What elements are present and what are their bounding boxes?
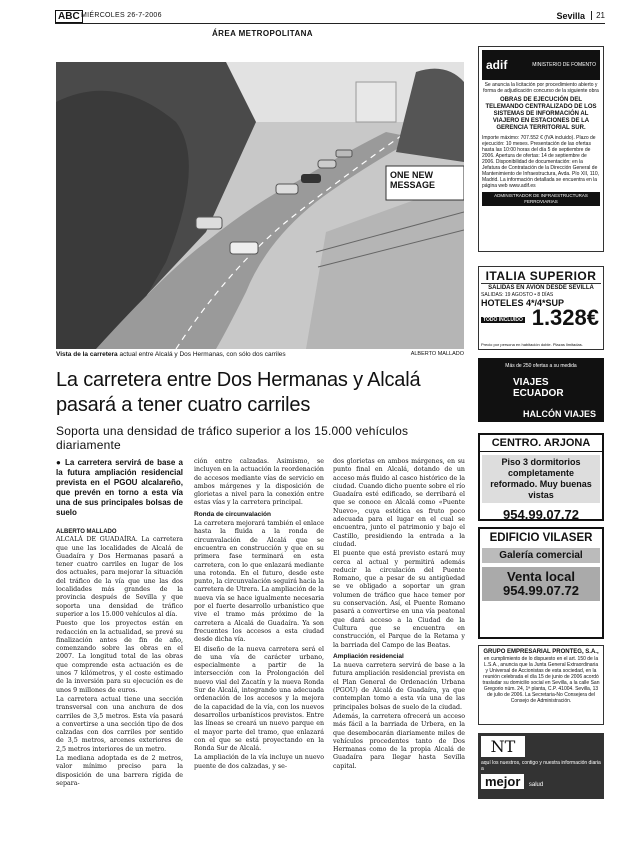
paragraph: Puesto que los proyectos están en redacción en la actualidad, se prevé su finalización antes de fin de año, comenzando sobre las obras en el 2007. La longitud total de las obras que comprende esta actuación es de unos 7 kilómetros, y el coste estimado de la inversión para su ejecución es de unos 9 millones de euros. [56, 620, 183, 694]
paragraph: La ampliación de la vía incluye un nuevo puente de dos calzadas, y se- [194, 754, 324, 770]
section-name: Sevilla [556, 11, 585, 21]
page-header [55, 10, 605, 24]
italia-dates: SALIDAS: 19 AGOSTO • 8 DÍAS [481, 292, 554, 298]
section-kicker: ÁREA METROPOLITANA [212, 29, 313, 38]
photo-caption [56, 351, 464, 358]
italia-small: Precio por persona en habitación doble. Plazas limitadas. [481, 342, 583, 347]
article-column-1 [56, 458, 183, 789]
arjona-body: Piso 3 dormitorios completamente reformado. Muy buenas vistas [482, 455, 600, 503]
nt-ad [478, 733, 604, 799]
adif-ad [478, 46, 604, 252]
vilaser-ad [478, 527, 604, 639]
ecuador-top: Más de 250 ofertas a su medida [505, 363, 577, 369]
paragraph: ción entre calzadas. Asimismo, se incluyen en la actuación la reordenación de accesos mediante vías de servicio en ambos márgenes y la disposición de glorietas a nivel para la conexión entre estas vías y la carretera principal. [194, 458, 324, 507]
page-number: 21 [591, 11, 605, 20]
adif-footer: ADMINISTRADOR DE INFRAESTRUCTURAS FERROVIARIAS [482, 192, 600, 206]
italia-included: TODO INCLUIDO [483, 317, 523, 323]
vilaser-title: EDIFICIO VILASER [489, 532, 593, 544]
adif-intro: Se anuncia la licitación por procedimiento abierto y forma de adjudicación concurso de la siguiente obra [483, 82, 599, 94]
adif-title: OBRAS DE EJECUCIÓN DEL TELEMANDO CENTRALIZADO DE LOS SISTEMAS DE INFORMACIÓN AL VIAJERO EN ESTACIONES DE LA GERENCIA TERRITORIAL SUR. [485, 97, 597, 131]
nt-logo: NT [481, 736, 525, 757]
paragraph: dos glorietas en ambos márgenes, en su punto final en Alcalá, dotando de un acceso más fluido al casco histórico de la ciudad. Cuando dicho puente sobre el río Guadaíra esté edificado, se derribará el que se conoce en Alcalá como «Puente Nuevo», cuya estética es fruto poco adecuada para el lugar en el cual se encuentra, junto el patrimonio y bajo el Castillo, presidiendo la entrada a la ciudad. [333, 458, 465, 548]
arjona-ad [478, 433, 604, 521]
paragraph: ALCALÁ DE GUADAÍRA. La carretera que une las localidades de Alcalá de Guadaíra y Dos Hermanas pasará a tener cuatro carriles en lugar de los dos actuales, para mejorar la situación del tráfico de la vía que une las dos localidades más grandes de la provincia después de Sevilla y que soporta una densidad de tráfico superior a los 15.000 vehículos al día. [56, 536, 183, 618]
nt-mejor: mejor [481, 774, 524, 789]
italia-price: 1.328€ [531, 305, 599, 330]
paragraph: El puente que está previsto estará muy cerca al actual y permitirá además reducir la circulación del Puente Romano, que a pesar de su antigüedad se ve obligado a soportar un gran volumen de tráfico que hace temer por su conservación. Así, el Puente Romano pasará a convertirse en una vía peatonal que dará acceso a la Ciudad de la Cultura que se encuentra en construcción, el Parque de la Retama y la barriada del Campo de las Beatas. [333, 550, 465, 649]
vilaser-sale-label: Venta local [507, 569, 575, 584]
paragraph: La mediana adoptada es de 2 metros, valor mínimo preciso para la disposición de una barrera rígida de separa- [56, 755, 183, 787]
photo-sign: ONE NEW MESSAGE [390, 170, 436, 190]
halcon-name: HALCÓN VIAJES [523, 409, 597, 419]
ecuador-name: VIAJES ECUADOR [513, 377, 564, 399]
issue-date: MIÉRCOLES 26-7-2006 [81, 12, 162, 19]
adif-body: Importe máximo: 707.552 € (IVA incluido). Plazo de ejecución: 10 meses. Presentación de las ofertas hasta las 10:00 horas del día 5 de septiembre de 2006. Apertura de ofertas: 14 de septiembre de 2006. Disponibilidad de documentación: en la Jefatura de Contratación de la Dirección General de Mantenimiento de Infraestructura, Avda. Pío XII, 110, Madrid. La información detallada se encuentra en la página web www.adif.es [482, 135, 600, 189]
article-column-3 [333, 458, 465, 772]
caption-bold: Vista de la carretera [56, 351, 118, 358]
lead-text: ● La carretera servirá de base a la futura ampliación residencial prevista en el PGOU alcalareño, que prevén en torno a esta vía una de sus principales bolsas de suelo [56, 458, 183, 517]
ministry-label: MINISTERIO DE FOMENTO [532, 62, 596, 68]
arjona-title: CENTRO. ARJONA [480, 435, 602, 452]
paragraph: Además, la carretera ofrecerá un acceso más fácil a la barriada de Urbera, en la que desembocarán diariamente miles de vehículos procedentes tanto de Dos Hermanas como de la propia Alcalá de Guadaíra para llegar hasta Sevilla capital. [333, 712, 465, 770]
vilaser-sale [482, 567, 600, 601]
nt-sub: salud [528, 782, 544, 788]
road-photo [56, 62, 464, 349]
adif-logo [482, 50, 600, 80]
arjona-phone: 954.99.07.72 [503, 507, 579, 522]
photo-credit: ALBERTO MALLADO [410, 351, 464, 357]
adif-logo-text: adif [486, 58, 508, 72]
paragraph: La nueva carretera servirá de base a la futura ampliación residencial prevista en el Plan General de Ordenación Urbana (PGOU) de Alcalá de Guadaíra, ya que contemplan tomo a esta vía una de las principales bolsas de suelo de la ciudad. [333, 662, 465, 711]
vilaser-gallery: Galería comercial [482, 548, 600, 563]
subheadline: Soporta una densidad de tráfico superior a los 15.000 vehículos diariamente [56, 424, 409, 452]
italia-hotels: HOTELES 4*/4*SUP [481, 298, 565, 308]
brand-logo: ABC [55, 10, 83, 23]
article-lead [56, 458, 183, 518]
italia-title: ITALIA SUPERIOR [481, 269, 601, 284]
subheading: Ronda de circunvalación [194, 510, 271, 518]
vilaser-phone: 954.99.07.72 [503, 583, 579, 598]
road-illustration [56, 62, 464, 349]
paragraph: La carretera actual tiene una sección transversal con una anchura de dos carriles de 3,5 metros. Esta vía pasará a convertirse a una sección tipo de dos calzadas con dos carriles por sentido de 3,5 metros, arcenes exteriores de 2,5 metros interiores de un metro. [56, 695, 183, 753]
byline: ALBERTO MALLADO [56, 529, 117, 535]
italia-sub: SALIDAS EN AVIÓN DESDE SEVILLA [488, 285, 594, 291]
subheading: Ampliación residencial [333, 652, 404, 660]
paragraph: La carretera mejorará también el enlace hasta la fluida a la ronda de circunvalación de Alcalá que se encuentra en construcción y que en su primera fase terminará en esta carretera, con lo que enlazará mediante una rotonda. En el futuro, desde este punto, la circunvalación seguirá hacia la carretera de Utrera. La ampliación de la nueva vía se hace igualmente necesaria por el fuerte desarrollo urbanístico que vive el tramo más próximo de la carretera a Alcalá de Guadaíra. Ya son frecuentes los accesos a esta ciudad desde dicha vía. [194, 520, 324, 644]
headline: La carretera entre Dos Hermanas y Alcalá pasará a tener cuatro carriles [56, 369, 421, 416]
italia-ad [478, 266, 604, 350]
pronteg-body: en cumplimiento de lo dispuesto en el art. 150 de la L.S.A., anuncia que la Junta General Extraordinaria y Universal de Accionistas de esta sociedad, en la reunión celebrada el día 15 de junio de 2006 acordó trasladar su domicilio social en Sevilla, a la calle San Gregorio núm. 24, 1ª planta, C.P. 41004. Sevilla, 13 de julio de 2006. La Secretaria-No Consejera del Consejo de Administración. [482, 656, 600, 704]
paragraph: El diseño de la nueva carretera será el de una vía de carácter urbano, especialmente a partir de la intersección con la Prolongación del nuevo vial del Zacatín y la nueva Ronda Sur de Alcalá, integrando una adecuada ordenación de los accesos y la mejora de la capacidad de la vía, con los nuevos desarrollos urbanísticos previstos. Entre las líneas se creará un nuevo parque en el mayor parte del tramo, que enlazará con el que se está proyectando en la Ronda Sur de Alcalá. [194, 645, 324, 753]
pronteg-title: GRUPO EMPRESARIAL PRONTEG, S.A., [483, 649, 599, 655]
ecuador-ad [478, 358, 604, 422]
article-column-2 [194, 458, 324, 772]
caption-text: actual entre Alcalá y Dos Hermanas, con sólo dos carriles [117, 351, 286, 358]
nt-slogan: aquí los nuestros, contigo y nuestra información diaria a [481, 760, 601, 772]
pronteg-notice [478, 645, 604, 725]
